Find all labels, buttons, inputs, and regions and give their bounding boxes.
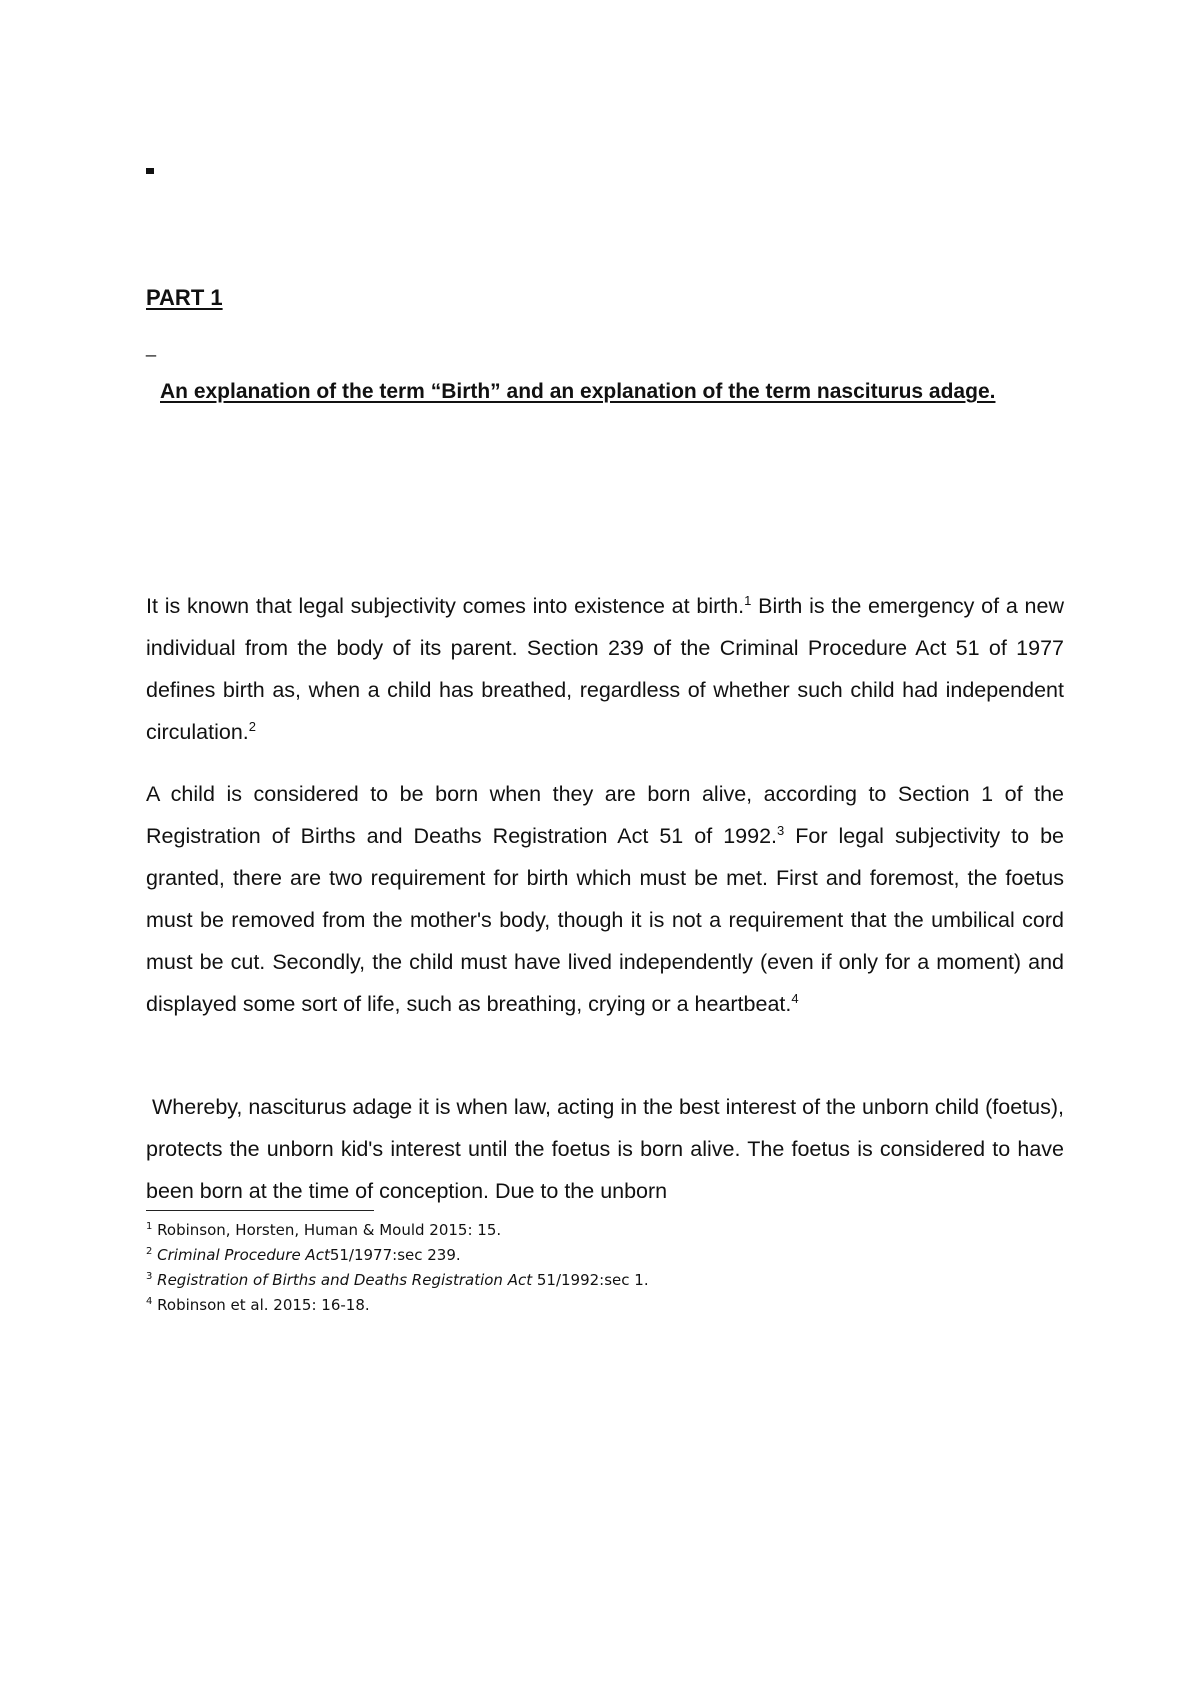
bullet-mark: [146, 168, 154, 174]
footnote-text: Robinson, Horsten, Human & Mould 2015: 15.: [152, 1221, 502, 1239]
footnote-number: 1: [146, 1221, 153, 1232]
footnote-reference[interactable]: 2: [248, 718, 256, 734]
footnote-text: 51/1977:sec 239.: [329, 1246, 461, 1264]
paragraph-text: For legal subjectivity to be granted, there are two requirement for birth which must be met. First and foremost, the foetus must be removed from the mother's body, though it is not a requirement that the umbilical cord must be cut. Secondly, the child must have lived independently (even if only for a moment) and displayed some sort of life, such as breathing, crying or a heartbeat.: [146, 824, 1064, 1016]
footnote-text: Robinson et al. 2015: 16-18.: [152, 1296, 370, 1314]
footnote-separator: [146, 1210, 374, 1211]
body-paragraph-2: [146, 773, 1064, 1025]
footnote-reference[interactable]: 4: [791, 990, 799, 1006]
body-paragraph-3: [146, 1086, 1064, 1212]
footnote-citation-title: Criminal Procedure Act: [157, 1246, 330, 1264]
paragraph-text: It is known that legal subjectivity comes into existence at birth.: [146, 594, 745, 618]
footnote-item: [146, 1268, 1064, 1293]
footnotes-list: [146, 1218, 1064, 1318]
footnote-number: 4: [146, 1296, 153, 1307]
part-heading: PART 1: [146, 285, 223, 310]
body-paragraph-1: [146, 585, 1064, 753]
underscore-mark: _: [146, 337, 157, 357]
footnote-number: 3: [146, 1271, 153, 1282]
footnote-text: 51/1992:sec 1.: [532, 1271, 649, 1289]
footnote-reference[interactable]: 1: [744, 592, 752, 608]
paragraph-text: Birth is the emergency of a new individual from the body of its parent. Section 239 of the Criminal Procedure Act 51 of 1977 defines birth as, when a child has breathed, regardless of whether such child had independent circulation.: [146, 594, 1065, 744]
footnote-item: [146, 1243, 1064, 1268]
footnote-citation-title: Registration of Births and Deaths Registration Act: [157, 1271, 533, 1289]
footnote-item: [146, 1293, 1064, 1318]
footnote-item: [146, 1218, 1064, 1243]
footnote-reference[interactable]: 3: [777, 822, 785, 838]
paragraph-text: Whereby, nasciturus adage it is when law, acting in the best interest of the unborn child (foetus), protects the unborn kid's interest until the foetus is born alive. The foetus is considered to have been born at the time of conception. Due to the unborn: [146, 1095, 1064, 1203]
paragraph-text: A child is considered to be born when they are born alive, according to Section 1 of the Registration of Births and Deaths Registration Act 51 of 1992.: [146, 782, 1064, 848]
footnote-number: 2: [146, 1246, 153, 1257]
section-title: An explanation of the term “Birth” and an explanation of the term nasciturus adage.: [160, 380, 996, 403]
